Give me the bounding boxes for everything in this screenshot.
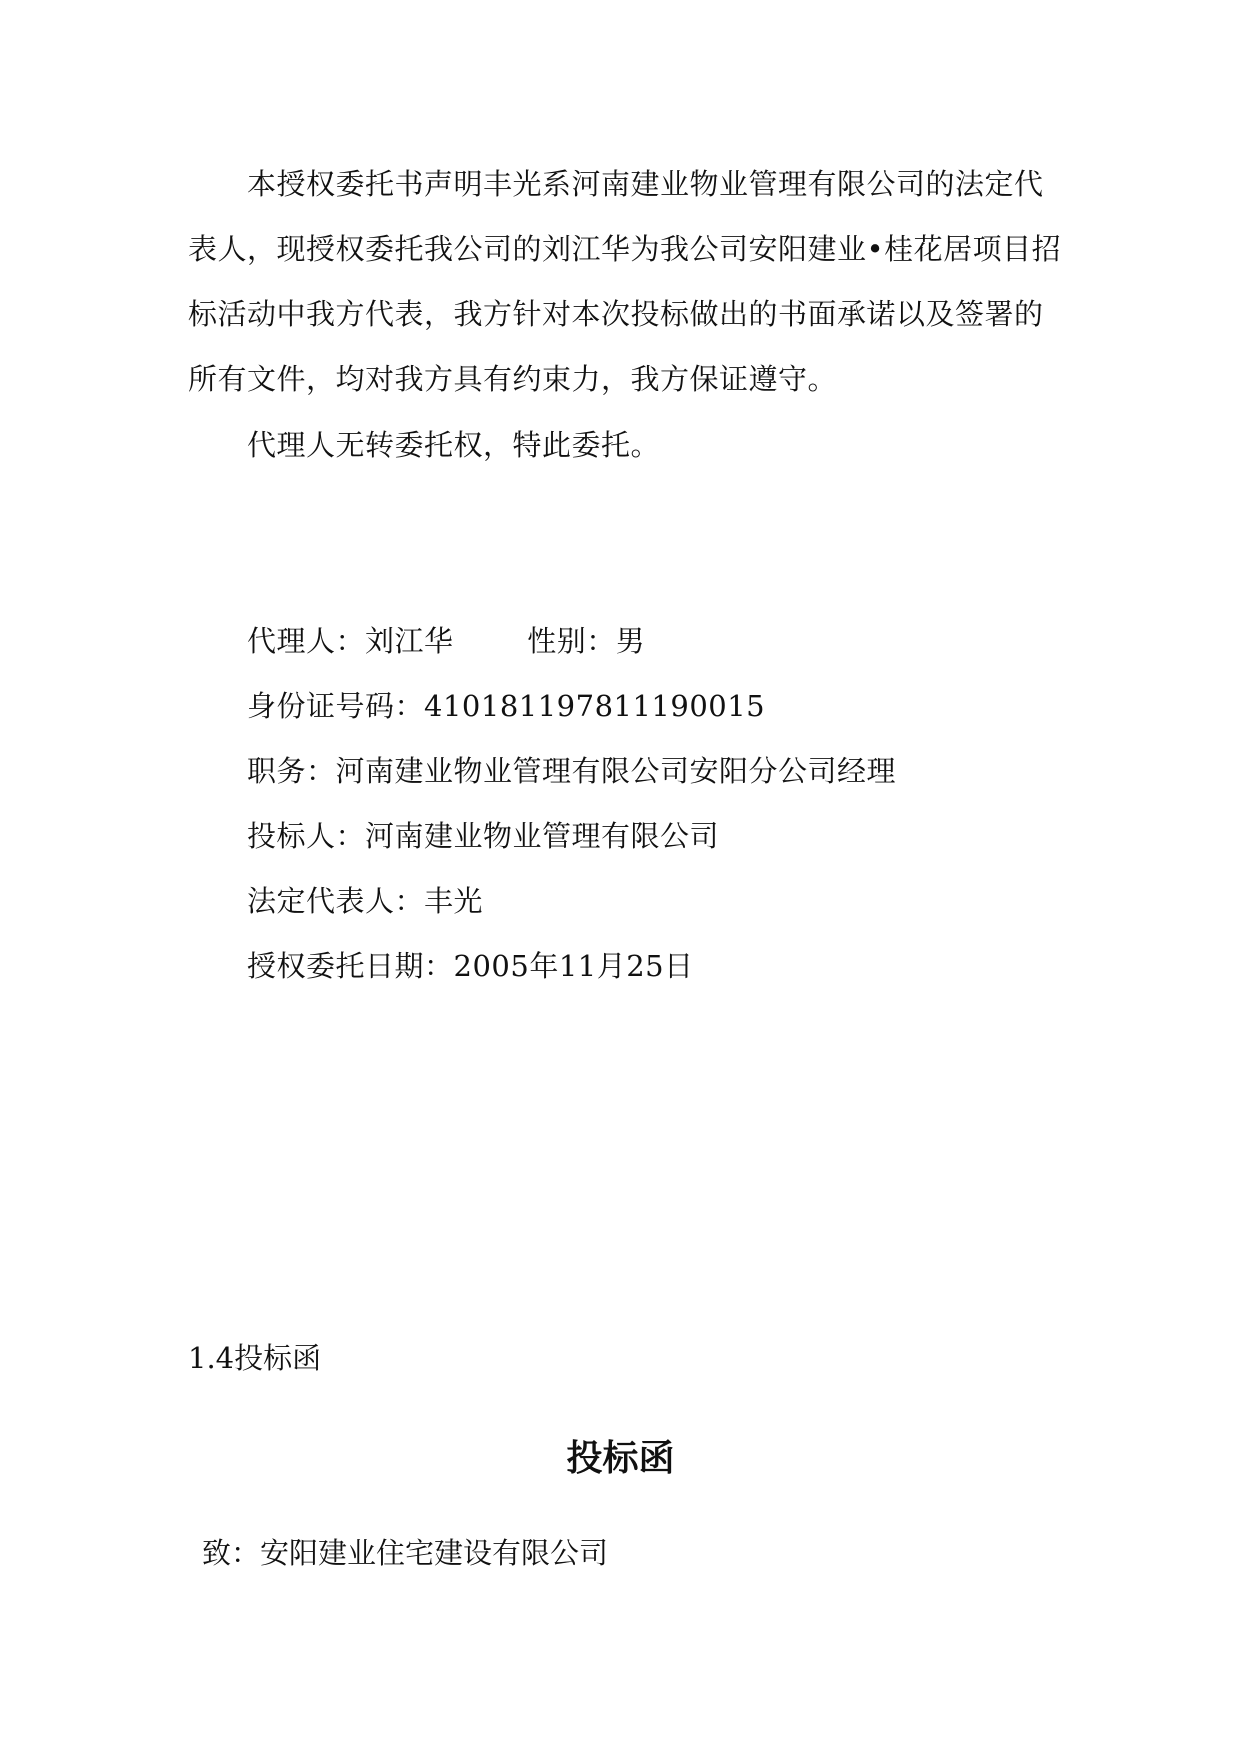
gender-group (527, 623, 645, 659)
bid-letter-title: 投标函 (566, 1438, 675, 1479)
id-number-value: 410181197811190015 (424, 689, 766, 723)
authorization-paragraph-line-2: 表人，现授权委托我公司的刘江华为我公司安阳建业•桂花居项目招 (188, 232, 1062, 266)
id-number-row (247, 688, 765, 724)
bidder-row (247, 818, 719, 854)
authorization-paragraph-line-1: 本授权委托书声明丰光系河南建业物业管理有限公司的法定代 (247, 167, 1044, 201)
position-value: 河南建业物业管理有限公司安阳分公司经理 (335, 754, 897, 788)
agent-name: 刘江华 (365, 624, 454, 658)
legal-rep-label: 法定代表人： (247, 884, 425, 918)
bidder-value: 河南建业物业管理有限公司 (365, 819, 720, 853)
position-label: 职务： (247, 754, 336, 788)
no-delegation-statement: 代理人无转委托权，特此委托。 (247, 428, 661, 462)
authorization-paragraph-line-3: 标活动中我方代表，我方针对本次投标做出的书面承诺以及签署的 (188, 297, 1044, 331)
authorization-date-row (247, 948, 694, 984)
agent-row (247, 623, 645, 659)
legal-rep-value: 丰光 (424, 884, 484, 918)
authorization-date-value: 2005年11月25日 (453, 949, 694, 983)
gender-label: 性别： (527, 624, 616, 658)
authorization-paragraph-line-4: 所有文件，均对我方具有约束力，我方保证遵守。 (188, 362, 838, 396)
gender-value: 男 (615, 624, 646, 658)
id-number-label: 身份证号码： (247, 689, 425, 723)
authorization-date-label: 授权委托日期： (247, 949, 454, 983)
addressee-line: 致：安阳建业住宅建设有限公司 (202, 1536, 609, 1570)
legal-rep-row (247, 883, 483, 919)
bidder-label: 投标人： (247, 819, 366, 853)
position-row (247, 753, 896, 789)
agent-label: 代理人： (247, 624, 366, 658)
section-heading: 1.4投标函 (188, 1341, 322, 1375)
